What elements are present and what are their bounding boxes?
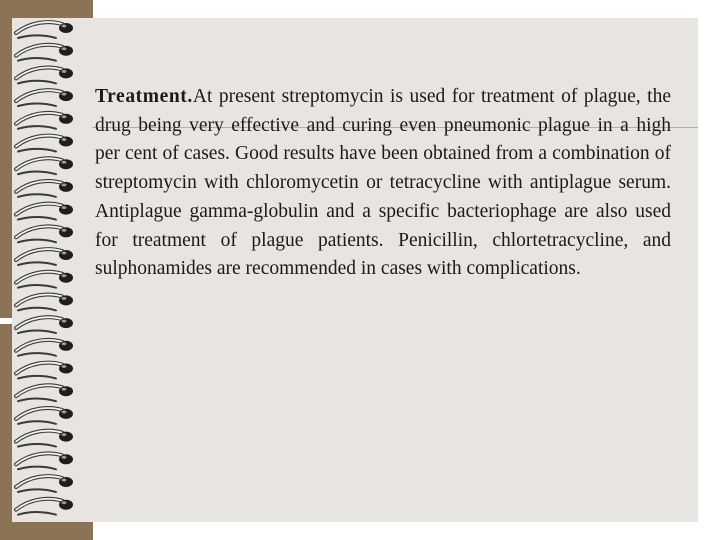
binding-ring-icon — [16, 272, 73, 288]
binding-ring-icon — [16, 45, 73, 61]
binding-ring-icon — [16, 499, 73, 515]
binding-ring-icon — [16, 90, 73, 106]
binding-ring-icon — [16, 22, 73, 38]
binding-ring-icon — [16, 385, 73, 401]
binding-ring-icon — [16, 453, 73, 469]
binding-ring-icon — [16, 113, 73, 129]
binding-ring-icon — [16, 204, 73, 220]
binding-ring-icon — [16, 226, 73, 242]
treatment-body-text: At present streptomycin is used for treatment of plague, the drug being very effective and curing even pneumonic plague in a high per cent of cases. Good results have been obtained from a combination of streptomycin with chloromycetin or tetracycline with antiplague serum. Antiplague gamma-globulin and a specific bacteriophage are also used for treatment of plague patients. Penicillin, chlortetracycline, and sulphonamides are recommended in cases with complications. — [95, 86, 671, 280]
binding-ring-icon — [16, 158, 73, 174]
treatment-heading: Treatment. — [95, 86, 193, 107]
binding-ring-icon — [16, 431, 73, 447]
treatment-paragraph — [95, 83, 671, 284]
binding-ring-icon — [16, 249, 73, 265]
binding-ring-icon — [16, 136, 73, 152]
binding-ring-icon — [16, 476, 73, 492]
binding-ring-icon — [16, 67, 73, 83]
spiral-binding-icon — [0, 0, 90, 540]
binding-ring-icon — [16, 294, 73, 310]
binding-ring-icon — [16, 340, 73, 356]
binding-ring-icon — [16, 408, 73, 424]
binding-ring-icon — [16, 181, 73, 197]
binding-ring-icon — [16, 317, 73, 333]
binding-ring-icon — [16, 363, 73, 379]
